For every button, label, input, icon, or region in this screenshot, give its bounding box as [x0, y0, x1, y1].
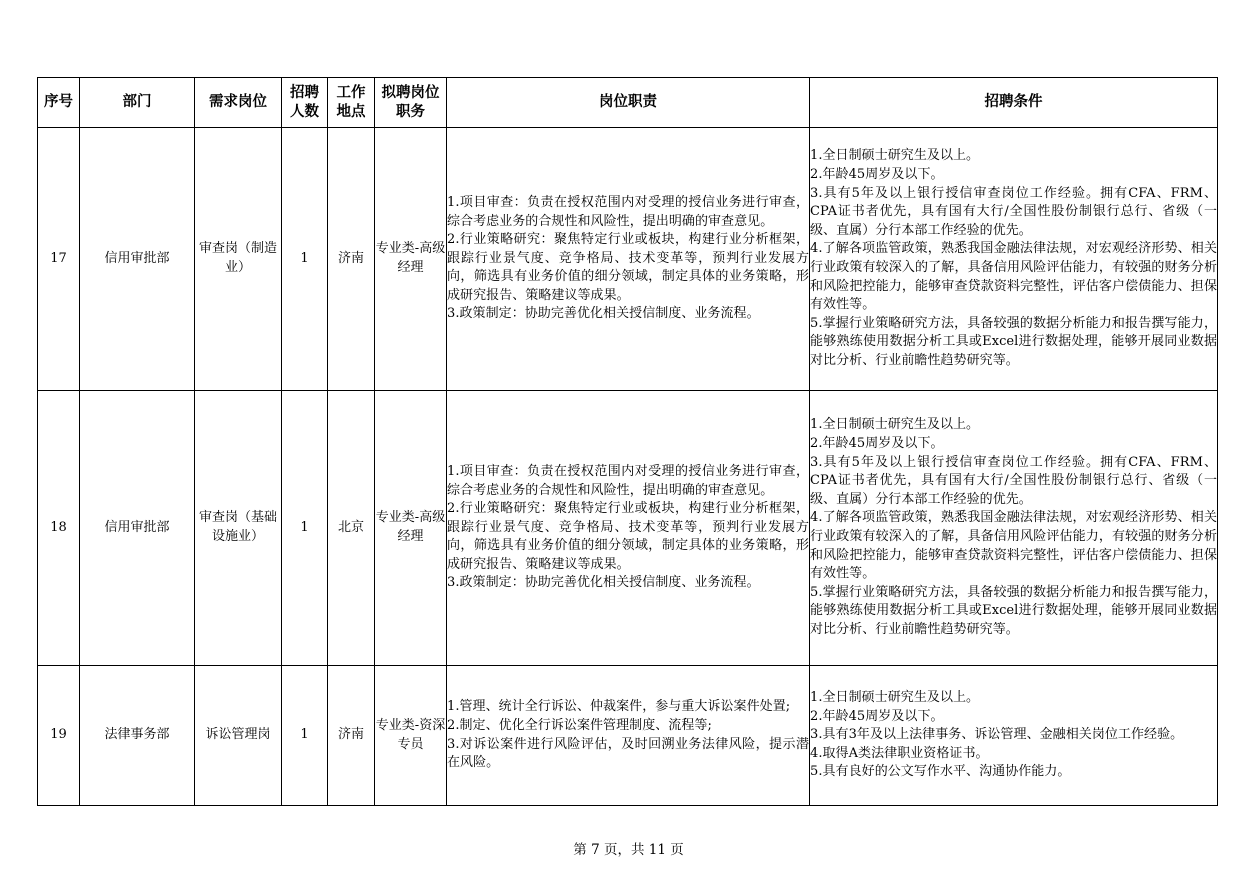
cell-post: 诉讼管理岗 — [195, 666, 282, 806]
table-header-row — [38, 78, 1218, 128]
recruitment-table — [37, 77, 1218, 806]
cell-duties: 1.管理、统计全行诉讼、仲裁案件，参与重大诉讼案件处置; 2.制定、优化全行诉讼案件管理制度、流程等; 3.对诉讼案件进行风险评估，及时回溯业务法律风险，提示潜在风险。 — [447, 666, 810, 806]
header-rank: 拟聘岗位职务 — [375, 78, 447, 128]
cell-rank: 专业类-高级经理 — [375, 128, 447, 391]
cell-dept: 信用审批部 — [80, 391, 195, 666]
table-row — [38, 128, 1218, 391]
cell-no: 19 — [38, 666, 80, 806]
cell-count: 1 — [282, 666, 328, 806]
header-count: 招聘人数 — [282, 78, 328, 128]
cell-dept: 信用审批部 — [80, 128, 195, 391]
cell-duties: 1.项目审查：负责在授权范围内对受理的授信业务进行审查，综合考虑业务的合规性和风险性，提出明确的审查意见。 2.行业策略研究：聚焦特定行业或板块，构建行业分析框架，跟踪行业景气度、竞争格局、技术变革等，预判行业发展方向，筛选具有业务价值的细分领域，制定具体的业务策略，形成研究报告、策略建议等成果。 3.政策制定：协助完善优化相关授信制度、业务流程。 — [447, 128, 810, 391]
cell-requirements: 1.全日制硕士研究生及以上。 2.年龄45周岁及以下。 3.具有3年及以上法律事务、诉讼管理、金融相关岗位工作经验。 4.取得A类法律职业资格证书。 5.具有良好的公文写作水平、沟通协作能力。 — [810, 666, 1218, 806]
cell-no: 17 — [38, 128, 80, 391]
header-requirements: 招聘条件 — [810, 78, 1218, 128]
cell-count: 1 — [282, 391, 328, 666]
cell-no: 18 — [38, 391, 80, 666]
cell-requirements: 1.全日制硕士研究生及以上。 2.年龄45周岁及以下。 3.具有5年及以上银行授信审查岗位工作经验。拥有CFA、FRM、CPA证书者优先，具有国有大行/全国性股份制银行总行、省级（一级、直属）分行本部工作经验的优先。 4.了解各项监管政策，熟悉我国金融法律法规，对宏观经济形势、相关行业政策有较深入的了解，具备信用风险评估能力，有较强的财务分析和风险把控能力，能够审查贷款资料完整性，评估客户偿债能力、担保有效性等。 5.掌握行业策略研究方法，具备较强的数据分析能力和报告撰写能力，能够熟练使用数据分析工具或Excel进行数据处理，能够开展同业数据对比分析、行业前瞻性趋势研究等。 — [810, 128, 1218, 391]
cell-count: 1 — [282, 128, 328, 391]
header-no: 序号 — [38, 78, 80, 128]
header-duties: 岗位职责 — [447, 78, 810, 128]
header-post: 需求岗位 — [195, 78, 282, 128]
cell-rank: 专业类-高级经理 — [375, 391, 447, 666]
cell-rank: 专业类-资深专员 — [375, 666, 447, 806]
cell-post: 审查岗（制造业） — [195, 128, 282, 391]
cell-duties: 1.项目审查：负责在授权范围内对受理的授信业务进行审查，综合考虑业务的合规性和风险性，提出明确的审查意见。 2.行业策略研究：聚焦特定行业或板块，构建行业分析框架，跟踪行业景气度、竞争格局、技术变革等，预判行业发展方向，筛选具有业务价值的细分领域，制定具体的业务策略，形成研究报告、策略建议等成果。 3.政策制定：协助完善优化相关授信制度、业务流程。 — [447, 391, 810, 666]
table-row — [38, 391, 1218, 666]
header-dept: 部门 — [80, 78, 195, 128]
cell-location: 济南 — [328, 128, 375, 391]
cell-location: 北京 — [328, 391, 375, 666]
table-row — [38, 666, 1218, 806]
cell-dept: 法律事务部 — [80, 666, 195, 806]
cell-post: 审查岗（基础设施业） — [195, 391, 282, 666]
cell-requirements: 1.全日制硕士研究生及以上。 2.年龄45周岁及以下。 3.具有5年及以上银行授信审查岗位工作经验。拥有CFA、FRM、CPA证书者优先，具有国有大行/全国性股份制银行总行、省级（一级、直属）分行本部工作经验的优先。 4.了解各项监管政策，熟悉我国金融法律法规，对宏观经济形势、相关行业政策有较深入的了解，具备信用风险评估能力，有较强的财务分析和风险把控能力，能够审查贷款资料完整性，评估客户偿债能力、担保有效性等。 5.掌握行业策略研究方法，具备较强的数据分析能力和报告撰写能力，能够熟练使用数据分析工具或Excel进行数据处理，能够开展同业数据对比分析、行业前瞻性趋势研究等。 — [810, 391, 1218, 666]
cell-location: 济南 — [328, 666, 375, 806]
page-number: 第 7 页，共 11 页 — [573, 842, 684, 858]
header-location: 工作地点 — [328, 78, 375, 128]
